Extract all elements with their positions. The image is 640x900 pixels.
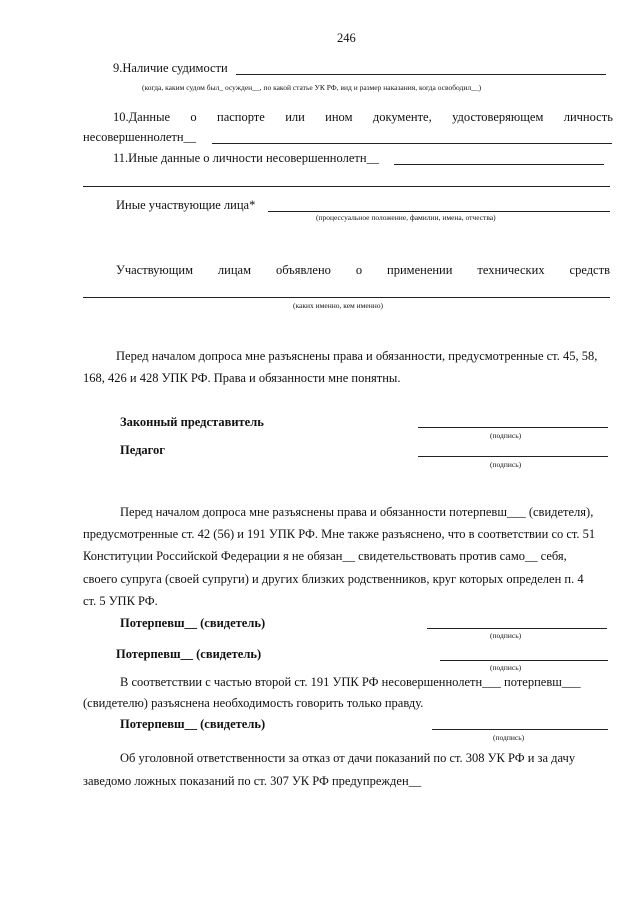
article-191-line2: (свидетелю) разъяснена необходимость говорить только правду. [83, 696, 424, 710]
field-label-technical-means [116, 264, 610, 277]
caption-other-participants: (процессуальное положение, фамилии, имена, отчества) [316, 213, 496, 222]
passport-word: 10.Данные [113, 110, 171, 124]
signature-label-teacher: Педагог [120, 443, 165, 457]
blank-technical-means[interactable] [83, 297, 610, 298]
field-label-other-data: 11.Иные данные о личности несовершеннолетн__ [113, 151, 380, 165]
technical-word: технических [477, 263, 545, 277]
rights-paragraph-2-line5: ст. 5 УПК РФ. [83, 594, 158, 608]
signature-label-victim-3: Потерпевш__ (свидетель) [120, 717, 266, 731]
passport-word: документе, [372, 110, 432, 124]
rights-paragraph-2-line3: Конституции Российской Федерации я не обязан__ свидетельствовать против само__ себя, [83, 549, 567, 563]
technical-word: о [355, 263, 363, 277]
signature-line-victim-3[interactable] [432, 729, 608, 730]
signature-line-legal-representative[interactable] [418, 427, 608, 428]
rights-paragraph-1-line2: 168, 426 и 428 УПК РФ. Права и обязанности мне понятны. [83, 371, 401, 385]
blank-other-participants[interactable] [268, 211, 610, 212]
blank-other-data[interactable] [394, 164, 604, 165]
field-label-passport-line1 [113, 111, 613, 124]
field-label-criminal-record: 9.Наличие судимости [113, 61, 228, 75]
signature-line-teacher[interactable] [418, 456, 608, 457]
field-label-other-participants: Иные участвующие лица* [116, 198, 256, 212]
signature-line-victim-1[interactable] [427, 628, 607, 629]
technical-word: лицам [217, 263, 251, 277]
page-number: 246 [337, 31, 356, 45]
technical-word: Участвующим [116, 263, 193, 277]
blank-other-data-line2[interactable] [83, 186, 610, 187]
article-191-line1: В соответствии с частью второй ст. 191 УПК РФ несовершеннолетн___ потерпевш___ [120, 675, 581, 689]
signature-caption: (подпись) [490, 431, 522, 440]
criminal-liability-line1: Об уголовной ответственности за отказ от дачи показаний по ст. 308 УК РФ и за дачу [120, 751, 576, 765]
technical-word: применении [387, 263, 453, 277]
blank-criminal-record[interactable] [236, 74, 606, 75]
rights-paragraph-2-line1: Перед началом допроса мне разъяснены права и обязанности потерпевш___ (свидетеля), [120, 505, 594, 519]
signature-label-legal-representative: Законный представитель [120, 415, 264, 429]
criminal-liability-line2: заведомо ложных показаний по ст. 307 УК РФ предупрежден__ [83, 774, 422, 788]
passport-word: о [190, 110, 197, 124]
field-label-passport-line2: несовершеннолетн__ [83, 130, 197, 144]
signature-line-victim-2[interactable] [440, 660, 608, 661]
signature-label-victim-1: Потерпевш__ (свидетель) [120, 616, 266, 630]
caption-technical-means: (каких именно, кем именно) [293, 301, 384, 310]
technical-word: объявлено [275, 263, 331, 277]
passport-word: ином [325, 110, 353, 124]
passport-word: паспорте [217, 110, 265, 124]
signature-caption: (подпись) [490, 631, 522, 640]
passport-word: удостоверяющем [452, 110, 544, 124]
passport-word: личность [563, 110, 613, 124]
signature-caption: (подпись) [490, 663, 522, 672]
rights-paragraph-2-line2: предусмотренные ст. 42 (56) и 191 УПК РФ. Мне также разъяснено, что в соответствии со ст. 51 [83, 527, 596, 541]
rights-paragraph-2-line4: своего супруга (своей супруги) и других близких родственников, круг которых определен п. 4 [83, 572, 584, 586]
signature-caption: (подпись) [490, 460, 522, 469]
caption-criminal-record: (когда, каким судом был_ осужден__, по какой статье УК РФ, вид и размер наказания, когда освободил__) [142, 83, 482, 92]
technical-word: средств [569, 263, 610, 277]
blank-passport[interactable] [212, 143, 612, 144]
passport-word: или [285, 110, 305, 124]
signature-caption: (подпись) [493, 733, 525, 742]
rights-paragraph-1-line1: Перед началом допроса мне разъяснены права и обязанности, предусмотренные ст. 45, 58, [116, 349, 598, 363]
signature-label-victim-2: Потерпевш__ (свидетель) [116, 647, 262, 661]
